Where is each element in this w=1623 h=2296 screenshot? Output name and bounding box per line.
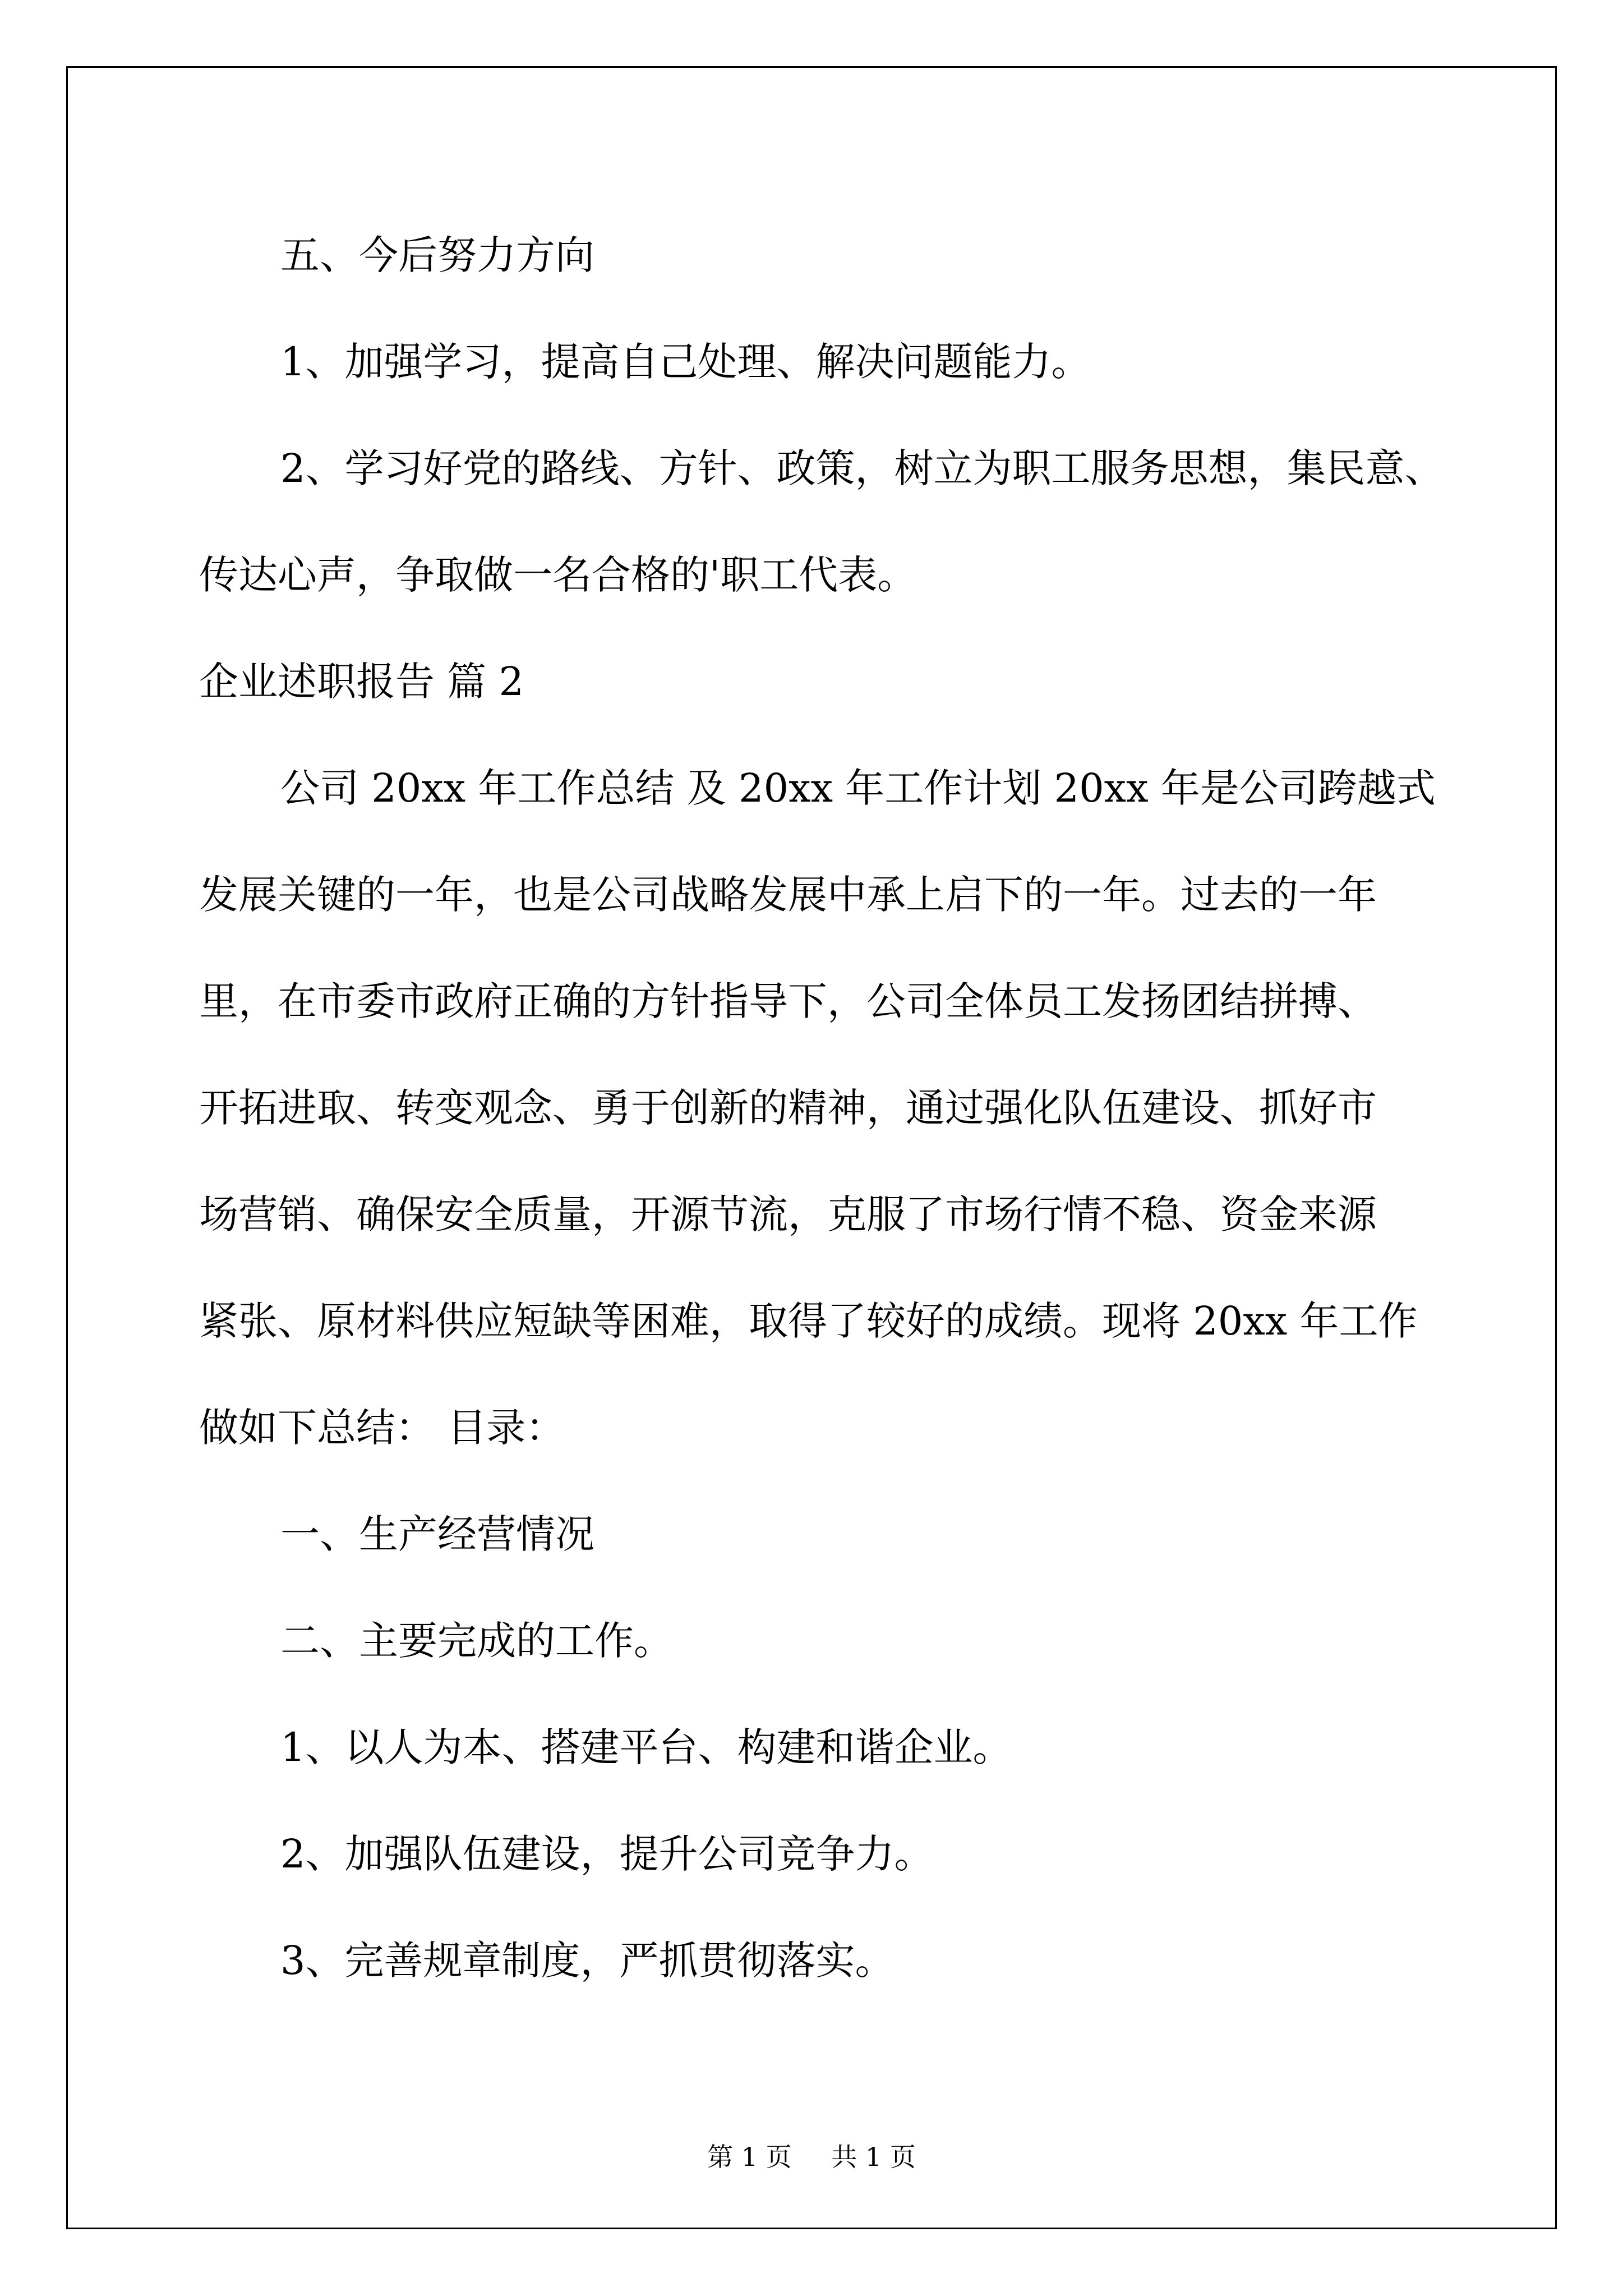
- list-item: 2、加强队伍建设，提升公司竞争力。: [280, 1831, 934, 1877]
- section-heading: 一、生产经营情况: [280, 1511, 594, 1557]
- list-item-continuation: 传达心声，争取做一名合格的'职工代表。: [199, 552, 917, 598]
- report-title-part-2: 企业述职报告 篇 2: [199, 659, 524, 705]
- section-heading-future-direction: 五、今后努力方向: [280, 232, 594, 278]
- page-footer: [0, 2140, 1623, 2174]
- paragraph-line: 里，在市委市政府正确的方针指导下，公司全体员工发扬团结拼搏、: [199, 978, 1377, 1024]
- page-total: 共 1 页: [831, 2142, 916, 2172]
- list-item: 3、完善规章制度，严抓贯彻落实。: [280, 1938, 895, 1984]
- page-number: 第 1 页: [707, 2142, 792, 2172]
- paragraph-line: 场营销、确保安全质量，开源节流，克服了市场行情不稳、资金来源: [199, 1191, 1377, 1237]
- paragraph-line: 公司 20xx 年工作总结 及 20xx 年工作计划 20xx 年是公司跨越式: [280, 765, 1436, 811]
- paragraph-line: 发展关键的一年，也是公司战略发展中承上启下的一年。过去的一年: [199, 872, 1377, 918]
- list-item: 2、学习好党的路线、方针、政策，树立为职工服务思想，集民意、: [280, 445, 1444, 491]
- list-item: 1、以人为本、搭建平台、构建和谐企业。: [280, 1724, 1012, 1770]
- document-body: [199, 202, 1444, 2014]
- paragraph-line: 开拓进取、转变观念、勇于创新的精神，通过强化队伍建设、抓好市: [199, 1085, 1377, 1131]
- section-heading: 二、主要完成的工作。: [280, 1618, 673, 1664]
- list-item: 1、加强学习，提高自己处理、解决问题能力。: [280, 339, 1091, 385]
- paragraph-line: 做如下总结： 目录：: [199, 1405, 565, 1451]
- paragraph-line: 紧张、原材料供应短缺等困难，取得了较好的成绩。现将 20xx 年工作: [199, 1298, 1418, 1344]
